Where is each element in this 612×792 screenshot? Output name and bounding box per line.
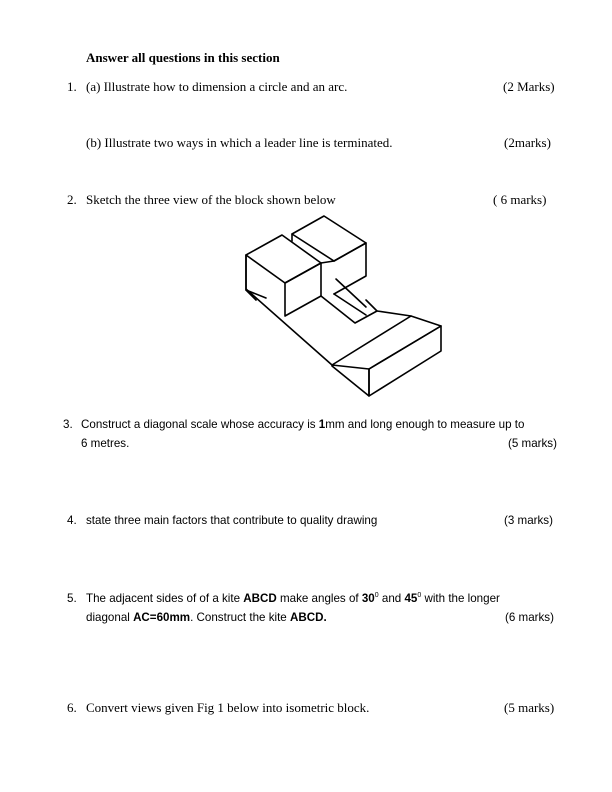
- q5-degree-1: 0: [374, 592, 379, 599]
- q5-text-3: and: [378, 592, 405, 605]
- q2-number: 2.: [67, 192, 77, 207]
- q3-text-b: mm and long enough to measure up to: [325, 418, 525, 431]
- q5-number: 5.: [67, 592, 77, 605]
- q4-number: 4.: [67, 514, 77, 527]
- q3-bold-value: 1: [318, 418, 326, 431]
- slot-inner-wall: [334, 294, 366, 315]
- q3-marks: (5 marks): [508, 437, 557, 450]
- q5-text-6: . Construct the kite: [190, 611, 290, 624]
- q4-marks: (3 marks): [504, 514, 553, 527]
- q5-text-1: The adjacent sides of of a kite: [86, 592, 244, 605]
- q5-diagonal: AC=60mm: [133, 611, 191, 624]
- back-block-top-face: [292, 216, 366, 261]
- base-front-left-edge: [332, 365, 369, 396]
- q3-line1: [81, 418, 524, 432]
- q1a-text: (a) Illustrate how to dimension a circle and an arc.: [86, 79, 348, 94]
- q1b-marks: (2marks): [504, 135, 551, 150]
- q5-line1: [86, 592, 500, 606]
- section-heading: Answer all questions in this section: [86, 50, 280, 65]
- q5-line2: [86, 611, 327, 625]
- q5-angle-2: 45: [404, 592, 418, 605]
- q5-angle-1: 30: [361, 592, 375, 605]
- q5-degree-2: 0: [417, 592, 422, 599]
- base-upper-edge: [377, 311, 411, 316]
- q5-text-4: with the longer: [421, 592, 500, 605]
- base-front-face: [369, 326, 441, 396]
- q2-marks: ( 6 marks): [493, 192, 547, 207]
- q5-text-2: make angles of: [276, 592, 362, 605]
- q3-text-a: Construct a diagonal scale whose accuracy is: [81, 418, 319, 431]
- q4-text: state three main factors that contribute to quality drawing: [86, 514, 378, 527]
- q1-number: 1.: [67, 79, 77, 94]
- isometric-block-figure: [236, 205, 448, 400]
- q1b-text: (b) Illustrate two ways in which a leader line is terminated.: [86, 135, 393, 150]
- slot-inner-left: [321, 261, 334, 263]
- q2-text: Sketch the three view of the block shown below: [86, 192, 336, 207]
- q1a-marks: (2 Marks): [503, 79, 555, 94]
- q3-line2: 6 metres.: [81, 437, 130, 450]
- q5-text-5: diagonal: [86, 611, 134, 624]
- q3-number: 3.: [63, 418, 73, 431]
- q5-marks: (6 marks): [505, 611, 554, 624]
- left-block-front-face: [285, 263, 321, 316]
- slot-floor: [321, 296, 377, 323]
- q6-marks: (5 marks): [504, 700, 555, 715]
- left-block-top-face: [246, 235, 321, 283]
- q5-kite-name: ABCD: [243, 592, 277, 605]
- q6-text: Convert views given Fig 1 below into isometric block.: [86, 700, 370, 715]
- slot-diagonal: [336, 279, 366, 307]
- left-side-face: [246, 255, 332, 365]
- back-block-front-face: [334, 243, 366, 294]
- q5-kite-name-2: ABCD.: [289, 611, 327, 624]
- q6-number: 6.: [67, 700, 77, 715]
